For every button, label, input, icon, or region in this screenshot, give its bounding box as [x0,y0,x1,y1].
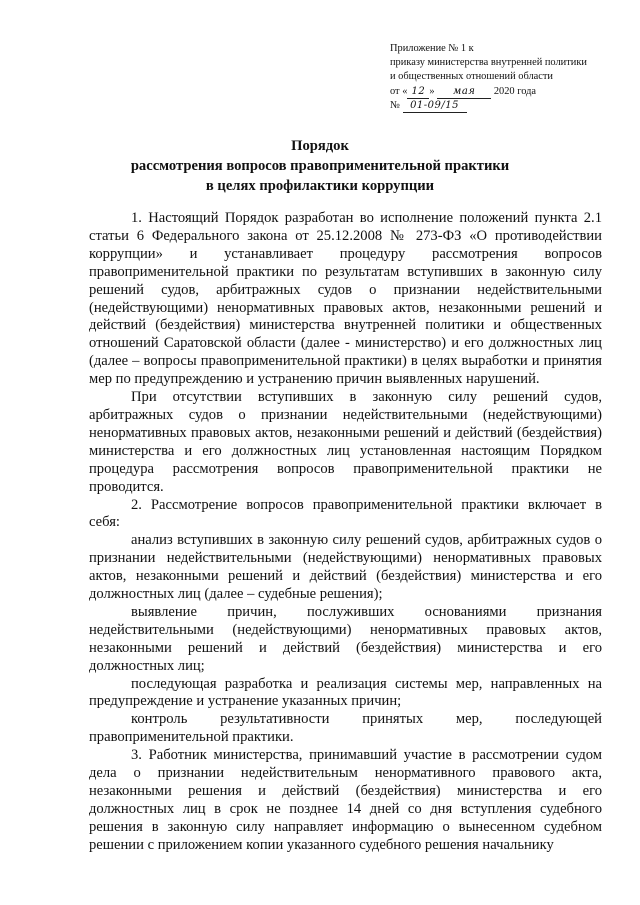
paragraph-3: 2. Рассмотрение вопросов правоприменительной практики включает в себя: [89,496,602,531]
appendix-block [390,42,622,113]
date-day: 12 [407,86,429,99]
document-body [89,210,602,855]
date-mid: » [429,85,435,97]
appendix-date-line [390,85,622,99]
list-item-identification: выявление причин, послуживших основаниями признания недействительными (недействующими) ненормативных правовых актов, незаконными решений и действий (бездействия) министерства и его должностных лиц; [89,603,602,674]
date-prefix: от « [390,85,408,97]
title-line-1: Порядок [291,138,349,154]
appendix-line-3: и общественных отношений области [390,71,553,83]
date-month: мая [437,86,491,99]
paragraph-2: При отсутствии вступивших в законную силу решений судов, арбитражных судов о признании недействительными (недействующими) ненормативных правовых актов, незаконными решений и действий (бездействия) министерства и его должностных лиц установленная настоящим Порядком процедура рассмотрения вопросов правоприменительной практики не проводится. [89,389,602,495]
appendix-line-2: приказу министерства внутренней политики [390,57,587,69]
number-value: 01-09/15 [403,100,467,113]
paragraph-1: 1. Настоящий Порядок разработан во исполнение положений пункта 2.1 статьи 6 Федерального закона от 25.12.2008 № 273-ФЗ «О противодействии коррупции» и устанавливает процедуру рассмотрения вопросов правоприменительной практики по результатам вступивших в законную силу решений судов, арбитражных судов о признании недействительными (недействующими) ненормативных правовых актов, незаконными решений и действий (бездействия) министерства внутренней политики и общественных отношений Саратовской области (далее - министерство) и его должностных лиц (далее – вопросы правоприменительной практики) в целях выработки и принятия мер по предупреждению и устранению причин выявленных нарушений. [89,210,602,388]
document-title [60,136,580,196]
list-item-measures: последующая разработка и реализация системы мер, направленных на предупреждение и устранение указанных причин; [89,675,602,710]
appendix-line-1: Приложение № 1 к [390,43,474,54]
paragraph-4: 3. Работник министерства, принимавший участие в рассмотрении судом дела о признании недействительным ненормативного правового акта, незаконными решения и действий (бездействия) министерства и его должностных лиц в срок не позднее 14 дней со дня вступления судебного решения в законную силу направляет информацию о вынесенном судебном решении с приложением копии указанного судебного решения начальнику [89,747,602,853]
list-item-control: контроль результативности принятых мер, последующей правоприменительной практики. [89,711,602,746]
title-line-3: в целях профилактики коррупции [205,178,435,194]
number-prefix: № [390,99,400,111]
title-line-2: рассмотрения вопросов правоприменительной практики [130,158,510,174]
appendix-number-line [390,99,622,113]
list-item-analysis: анализ вступивших в законную силу решений судов, арбитражных судов о признании недействительными (недействующими) ненормативных правовых актов, незаконными решений и действий (бездействия) министерства и его должностных лиц (далее – судебные решения); [89,532,602,603]
date-year: 2020 года [493,85,537,97]
